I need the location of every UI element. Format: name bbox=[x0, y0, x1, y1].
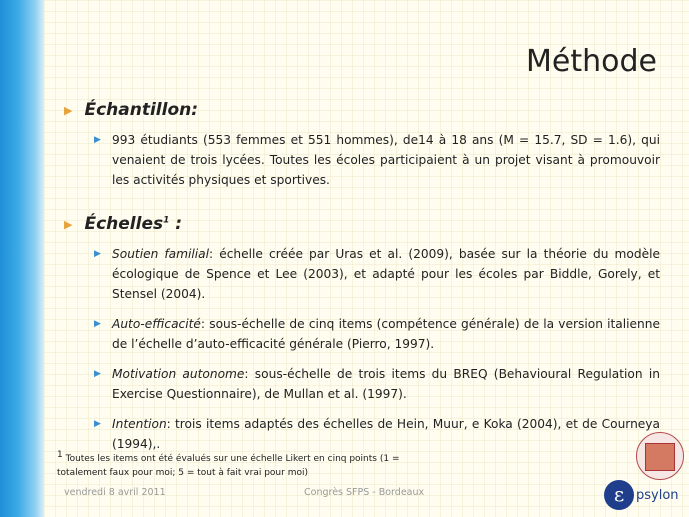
bullet-arrow-icon: ▶ bbox=[64, 217, 73, 231]
logo-mark-icon: ε bbox=[604, 480, 634, 510]
footer-conference: Congrès SFPS - Bordeaux bbox=[304, 487, 425, 498]
section-echelles bbox=[64, 214, 664, 454]
bullet-arrow-icon: ▶ bbox=[94, 135, 101, 145]
logo-text: psylon bbox=[636, 487, 679, 503]
list-item bbox=[94, 244, 664, 304]
footer-date: vendredi 8 avril 2011 bbox=[64, 487, 166, 498]
epsylon-logo bbox=[604, 480, 679, 510]
slide-title: Méthode bbox=[526, 44, 657, 79]
bullet-text: Auto-efficacité: sous-échelle de cinq items (compétence générale) de la version italienne de l’échelle d’auto-efficacité générale (Pierro, 1997). bbox=[112, 317, 660, 351]
bullet-arrow-icon: ▶ bbox=[94, 369, 101, 379]
bullet-arrow-icon: ▶ bbox=[94, 249, 101, 259]
list-item bbox=[94, 314, 664, 354]
bullet-text: Intention: trois items adaptés des échelles de Hein, Muur, e Koka (2004), et de Courneya (1994),. bbox=[112, 417, 660, 451]
bullet-arrow-icon: ▶ bbox=[64, 103, 73, 117]
list-item bbox=[94, 130, 664, 190]
list-item bbox=[94, 364, 664, 404]
university-seal-icon bbox=[636, 432, 684, 480]
section-echantillon bbox=[64, 100, 664, 190]
bullet-arrow-icon: ▶ bbox=[94, 419, 101, 429]
bullet-text: Soutien familial: échelle créée par Uras et al. (2009), basée sur la théorie du modèle écologique de Spence et Lee (2003), et adapté pour les écoles par Biddle, Gorely, et Stensel (2004). bbox=[112, 247, 661, 301]
section-heading bbox=[64, 214, 664, 234]
heading-text: Échantillon: bbox=[84, 100, 199, 120]
footnote: $^1$ Toutes les items ont été évalués sur une échelle Likert en cinq points (1 = totalement faux pour moi; 5 = tout à fait vrai pour moi) bbox=[57, 450, 400, 478]
bullet-text: Motivation autonome: sous-échelle de trois items du BREQ (Behavioural Regulation in Exercise Questionnaire), de Mullan et al. (1997). bbox=[112, 367, 660, 401]
section-heading bbox=[64, 100, 664, 120]
bullet-text: 993 étudiants (553 femmes et 551 hommes), de14 à 18 ans (M = 15.7, SD = 1.6), qui venaient de trois lycées. Toutes les écoles participaient à un projet visant à promouvoir les activités physiques et sportives. bbox=[112, 133, 660, 187]
heading-text: Échelles$^1$ : bbox=[84, 214, 183, 234]
slide-sidebar bbox=[0, 0, 44, 517]
bullet-arrow-icon: ▶ bbox=[94, 319, 101, 329]
